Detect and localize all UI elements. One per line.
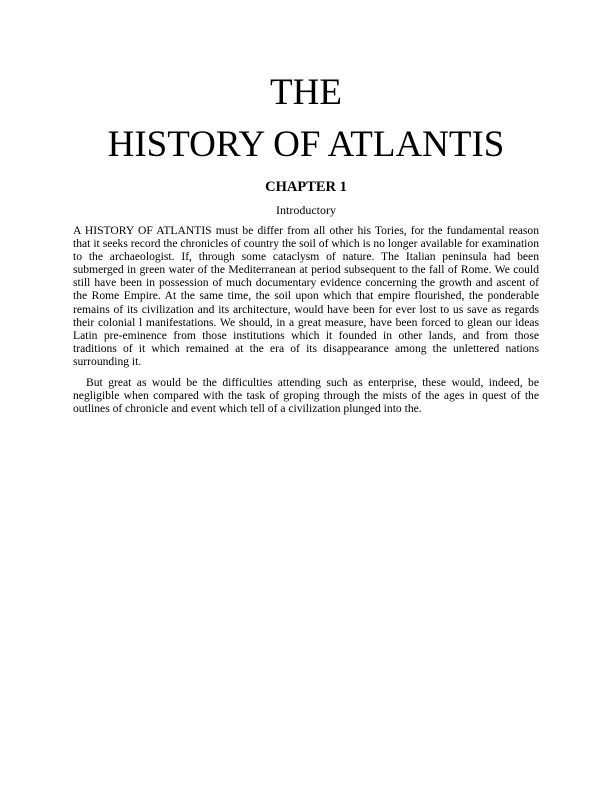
chapter-subtitle: Introductory: [276, 203, 336, 217]
paragraph-2: But great as would be the difficulties attending such as enterprise, these would, indeed, be negligible when compared with the task of groping through the mists of the ages in quest of the outlines of chronicle and event which tell of a civilization plunged into the.: [73, 376, 539, 416]
title-line-1: THE: [270, 72, 342, 113]
chapter-heading: CHAPTER 1: [265, 179, 347, 195]
title-line-2: HISTORY OF ATLANTIS: [107, 124, 505, 165]
paragraph-1: A HISTORY OF ATLANTIS must be differ from all other his Tories, for the fundamental reason that it seeks record the chronicles of country the soil of which is no longer available for examination to the archaeologist. If, through some cataclysm of nature. The Italian peninsula had been submerged in green water of the Mediterranean at period subsequent to the fall of Rome. We could still have been in possession of much documentary evidence concerning the growth and ascent of the Rome Empire. At the same time, the soil upon which that empire flourished, the ponderable remains of its civilization and its architecture, would have been for ever lost to us save as regards their colonial l manifestations. We should, in a great measure, have been forced to glean our ideas Latin pre-eminence from those institutions which it founded in other lands, and from those traditions of it which remained at the era of its disappearance among the unlettered nations surrounding it.: [73, 224, 539, 368]
body-text: [73, 224, 539, 423]
